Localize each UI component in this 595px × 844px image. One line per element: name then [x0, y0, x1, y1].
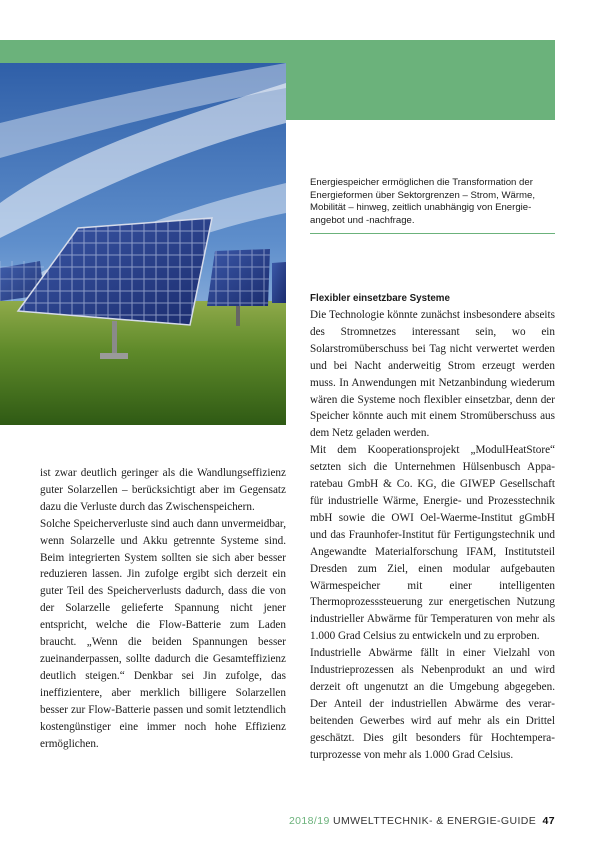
- caption-divider: [310, 233, 555, 234]
- left-paragraph-2: Solche Speicherverluste sind auch dann unvermeidbar, wenn Solarzelle und Akku getrennte Systeme sind. Beim integrierten System sollten sie sich aber besser reduzieren lassen. Jin zufolge ergibt sich derzeit ein guter Teil des Speicherverlusts dadurch, dass die von der Solarzelle gelieferte Spannung nicht jener entspricht, welche die Flow-Batterie zum Laden braucht. „Wenn die beiden Spannungen besser zueinanderpassen, sollte dadurch die Gesamteffizienz deutlich steigen.“ Denkbar sei Jin zufolge, das ineffizientere, aber merklich billigere Solarzellen besser zur Flow-Batterie passen und somit letztendlich kostengünstiger eine immer noch hohe Effizienz ermöglichen.: [40, 517, 286, 750]
- right-paragraph-1: Die Technologie könnte zunächst insbesondere abseits des Stromnetzes interessant sein, wo ein Solarstromüberschuss bei Tag nicht verwertet werden und bei Nacht anderweitig Strom erzeugt werden muss. In Anwendungen mit Netzanbindung wiederum wären die Systeme noch flexibler einsetzbar, denn der Speicher könnte auch mit einem Stromüberschuss aus dem Netz geladen werden.: [310, 309, 555, 440]
- solar-panels-photo: [0, 63, 286, 425]
- section-subheading: Flexibler einsetzbare Systeme: [310, 293, 450, 304]
- right-text-column: [310, 292, 555, 763]
- footer-title: UMWELTTECHNIK- & ENERGIE-GUIDE: [333, 815, 537, 827]
- page-footer: [289, 815, 555, 827]
- image-caption: Energiespeicher ermöglichen die Transformation der Energieformen über Sektorgrenzen – Strom, Wärme, Mobilität – hinweg, zeitlich unabhängig von Energieangebot und -nachfrage.: [310, 177, 536, 227]
- left-paragraph-1: ist zwar deutlich geringer als die Wandlungseffizienz guter Solarzellen – berücksichtigt aber im Gegensatz dazu die Verluste durch das Zwischenspeichern.: [40, 467, 286, 513]
- footer-year: 2018/19: [288, 815, 330, 827]
- page-number: 47: [542, 815, 555, 827]
- right-paragraph-2: Mit dem Kooperationsprojekt „ModulHeatStore“ setzten sich die Unternehmen Hülsenbusch Apparatebau GmbH & Co. KG, die GIWEP Gesellschaft für industrielle Wärme, Energie- und Prozesstechnik mbH sowie die OWI Oel-Waerme-Institut gGmbH und das Fraunhofer-Institut für Fertigungstechnik und Angewandte Materialforschung IFAM, Institutsteil Dresden zum Ziel, einen modular aufgebauten Wärmespeicher mit einer intelligenten Thermoprozesssteuerung zur energetischen Nutzung industrieller Abwärme für Temperaturen von mehr als 1.000 Grad Celsius zu entwickeln und zu erproben.: [310, 444, 555, 643]
- right-paragraph-3: Industrielle Abwärme fällt in einer Vielzahl von Industrieprozessen als Nebenprodukt an und wird derzeit oft ungenutzt an die Umgebung abgegeben. Der Anteil der industriellen Abwärme des verarbeitenden Gewerbes wird auf mehr als ein Drittel geschätzt. Dies gilt besonders für Hochtemperaturprozesse von mehr als 1.000 Grad Celsius.: [310, 647, 555, 761]
- left-text-column: [40, 465, 286, 752]
